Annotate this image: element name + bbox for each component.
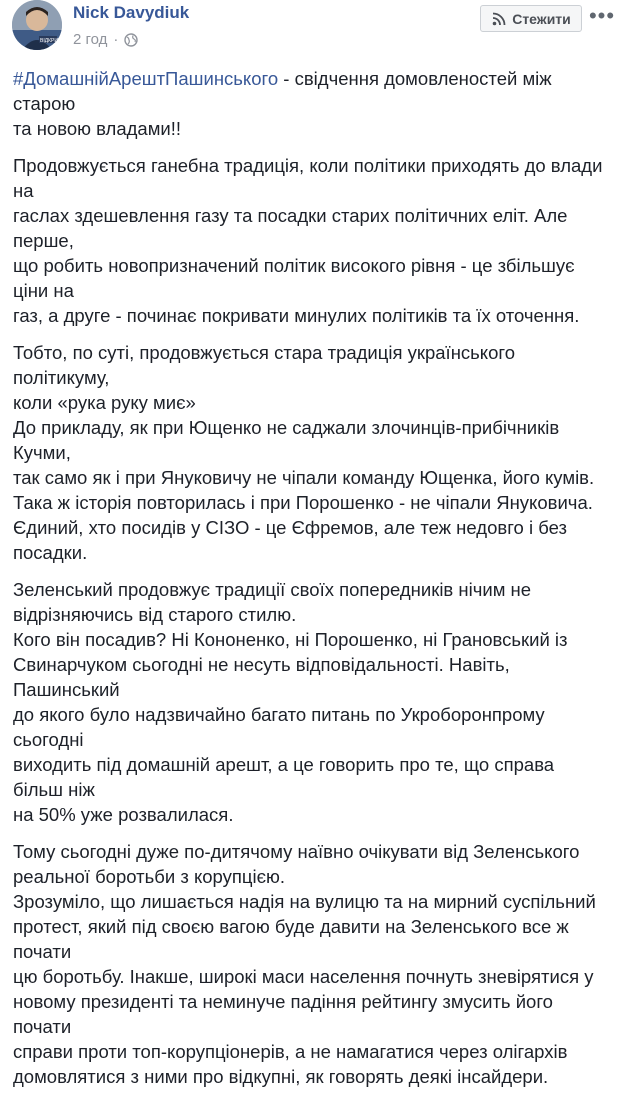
post-paragraph: Тому сьогодні дуже по-дитячому наївно очікувати від Зеленського реальної боротьби з корупцією. Зрозуміло, що лишається надія на вулицю та на мирний суспільний протест, який під своєю вагою буде давити на Зеленського все ж почати цю боротьбу. Інакше, широкі маси населення почнуть зневірятися у новому президенті та неминуче падіння рейтингу змусить його почати справи проти топ-корупціонерів, а не намагатися через олігархів домовлятися з ними про відкупні, як говорять деякі інсайдери.	[13, 841, 596, 1087]
author-name[interactable]: Nick Davydiuk	[73, 3, 190, 22]
post-meta	[73, 31, 138, 48]
svg-text:ВІДКРИТ: ВІДКРИТ	[40, 38, 62, 44]
post-intro-paragraph	[13, 66, 609, 141]
post-paragraph: Тобто, по суті, продовжується стара традиція українського політикуму, коли «рука руку миє» До прикладу, як при Ющенко не саджали злочинців-прибічників Кучми, так само як і при Януковичу не чіпали команду Ющенка, його кумів. Така ж історія повторилась і при Порошенко - не чіпали Януковича. Єдиний, хто посидів у СІЗО - це Єфремов, але теж недовго і без посадки.	[13, 342, 595, 563]
more-options-icon[interactable]: •••	[588, 3, 616, 28]
author-avatar[interactable]	[12, 0, 62, 50]
rss-follow-icon	[491, 11, 507, 27]
post-body	[13, 66, 609, 1101]
follow-button[interactable]	[480, 5, 582, 32]
meta-separator: ·	[113, 31, 119, 48]
hashtag-link[interactable]: #ДомашнійАрештПашинського	[13, 68, 279, 89]
globe-icon[interactable]	[124, 33, 138, 47]
post-timestamp[interactable]: 2 год	[73, 31, 108, 48]
post-paragraph: Зеленський продовжує традиції своїх попередників нічим не відрізняючись від старого стилю. Кого він посадив? Ні Кононенко, ні Порошенко, ні Грановський із Свинарчуком сьогодні не несуть відповідальності. Навіть, Пашинський до якого було надзвичайно багато питань по Укроборонпрому сьогодні виходить під домашній арешт, а це говорить про те, що справа більш ніж на 50% уже розвалилася.	[13, 579, 568, 825]
post-paragraph: Продовжується ганебна традиція, коли політики приходять до влади на гаслах здешевлення газу та посадки старих політичних еліт. Але перше, що робить новопризначений політик високого рівня - це збільшує ціни на газ, а друге - починає покривати минулих політиків та їх оточення.	[13, 155, 603, 326]
follow-button-label: Стежити	[512, 10, 571, 27]
intro-text: - свідчення домовленостей між старою та новою владами!!	[13, 68, 552, 139]
